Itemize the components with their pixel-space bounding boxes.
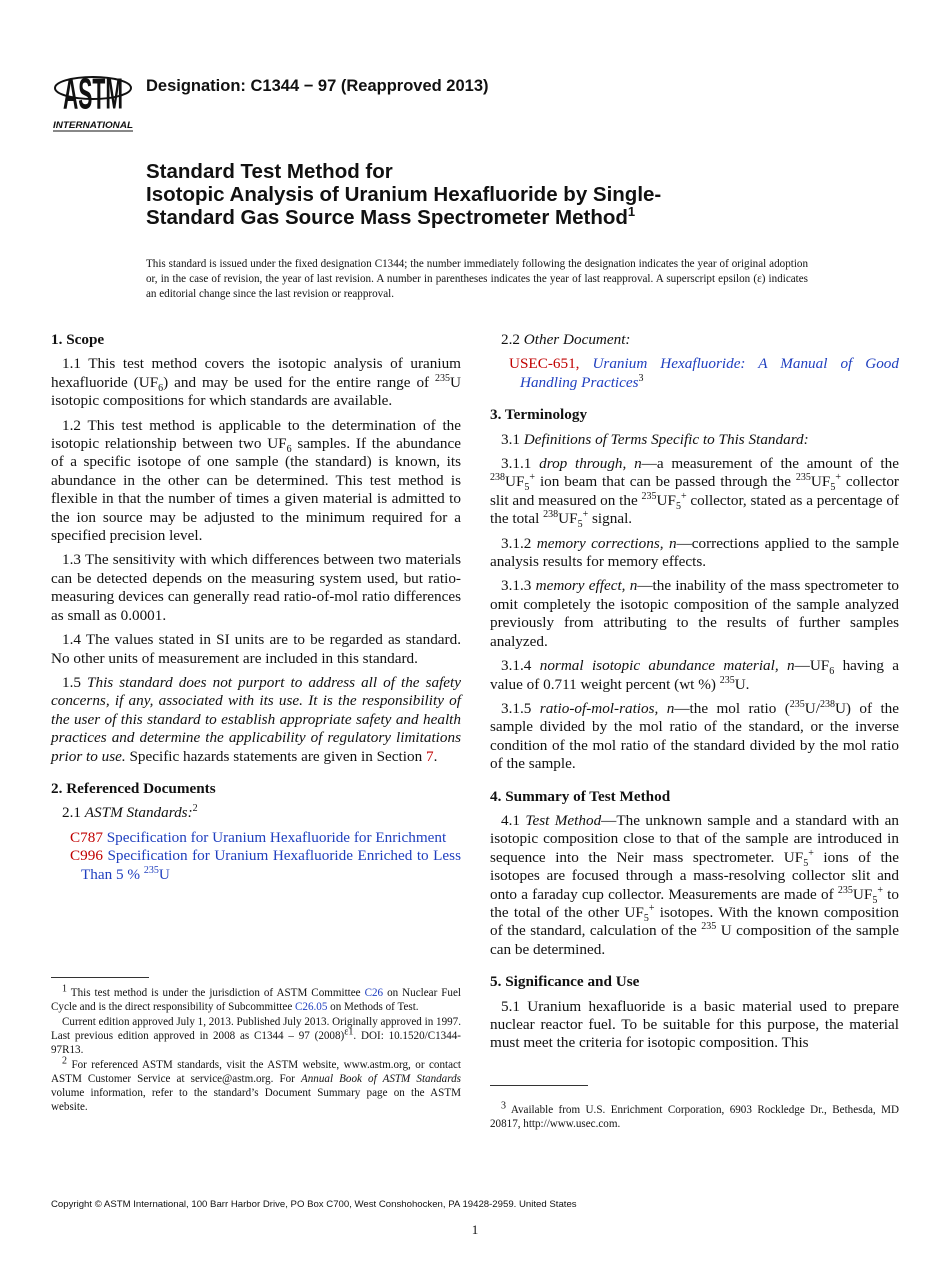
document-link[interactable]: 7 bbox=[425, 747, 434, 765]
paragraph bbox=[490, 998, 899, 1053]
footnote bbox=[51, 1015, 461, 1057]
title-text: Standard Gas Source Mass Spectrometer Method bbox=[146, 206, 628, 229]
document-link[interactable]: Specification for Uranium Hexafluoride Enriched to Less Than 5 % bbox=[81, 847, 461, 883]
subscript: 5 bbox=[830, 482, 836, 494]
reference-item bbox=[51, 847, 461, 884]
text-segment: 3.1 bbox=[501, 430, 524, 448]
paragraph bbox=[51, 674, 461, 766]
title-line bbox=[146, 206, 866, 229]
superscript: 235 bbox=[719, 674, 735, 686]
paragraph bbox=[51, 631, 461, 668]
superscript: 235 bbox=[789, 698, 805, 710]
text-segment: UF bbox=[558, 510, 578, 528]
paragraph bbox=[51, 551, 461, 625]
text-segment: drop through, n bbox=[539, 455, 642, 473]
text-segment: 2. Referenced Documents bbox=[51, 779, 216, 797]
text-segment: ASTM Standards: bbox=[84, 804, 193, 822]
text-segment: collector, stated as a percentage of the total bbox=[490, 491, 900, 528]
text-segment: —the mol ratio ( bbox=[674, 699, 790, 717]
text-segment: 1.4 The values stated in SI units are to be regarded as standard. No other units of measurement are included in this standard. bbox=[51, 631, 461, 667]
text-segment: ions of the isotopes are focused through a mass-resolving collector slit and onto a faraday cup collector. Measurements are made of bbox=[490, 848, 899, 903]
superscript: + bbox=[648, 902, 655, 914]
text-segment: 4.1 bbox=[501, 811, 526, 829]
superscript: 3 bbox=[501, 1100, 506, 1112]
superscript: ε1 bbox=[344, 1026, 354, 1038]
paragraph bbox=[490, 331, 899, 349]
subscript: 6 bbox=[829, 666, 835, 678]
subscript: 5 bbox=[524, 482, 530, 494]
text-segment: to the total of the other UF bbox=[490, 885, 899, 921]
paragraph bbox=[490, 700, 899, 774]
text-segment: isotopes. With the known composition of the standard, calculation of the bbox=[490, 903, 899, 940]
text-segment: This standard does not purport to address all of the safety concerns, if any, associated with its use. It is the responsibility of the user of this standard to establish appropriate safety and health practices and determine the applicability of regulatory limitations prior to use. bbox=[51, 673, 462, 765]
text-segment: 5. Significance and Use bbox=[490, 973, 640, 991]
section-heading bbox=[490, 788, 899, 806]
text-segment: 1.5 bbox=[62, 673, 88, 691]
text-segment: U/ bbox=[804, 699, 820, 717]
section-heading bbox=[51, 331, 461, 349]
text-segment: 1. Scope bbox=[51, 331, 105, 348]
superscript: 2 bbox=[62, 1055, 67, 1067]
text-segment: U) of the sample divided by the mol ratio of the standard, or the inverse condition of the mol ratio of the standard divided by the mol ratio of the sample. bbox=[490, 699, 899, 773]
superscript: + bbox=[808, 847, 814, 859]
svg-text:ASTM: ASTM bbox=[63, 68, 123, 119]
text-segment: signal. bbox=[588, 510, 633, 528]
text-segment: This test method is under the jurisdiction of ASTM Committee bbox=[67, 987, 365, 999]
text-segment: —a measurement of the amount of the bbox=[641, 455, 899, 473]
astm-logo bbox=[52, 58, 134, 132]
document-title bbox=[146, 160, 866, 229]
text-segment: collector slit and measured on the bbox=[490, 473, 899, 509]
text-segment: 4. Summary of Test Method bbox=[490, 787, 671, 805]
document-link[interactable]: C787 bbox=[70, 828, 103, 846]
text-segment: 3. Terminology bbox=[490, 406, 588, 424]
page-number: 1 bbox=[471, 1222, 479, 1237]
text-segment: UF bbox=[810, 473, 831, 491]
right-column bbox=[490, 331, 899, 1059]
designation: Designation: C1344 − 97 (Reapproved 2013) bbox=[146, 77, 489, 95]
text-segment: ) and may be used for the entire range of bbox=[163, 373, 436, 391]
text-segment: 1.1 This test method covers the isotopic analysis of uranium hexafluoride (UF bbox=[51, 355, 461, 391]
text-segment: 3.1.5 bbox=[501, 699, 540, 717]
standard-notice: This standard is issued under the fixed designation C1344; the number immediately following the designation indicates the year of original adoption or, in the case of revision, the year of last revision. A number in parentheses indicates the year of last reapproval. A superscript epsilon (ε) indicates an editorial change since the last revision or reapproval. bbox=[146, 258, 808, 300]
paragraph bbox=[490, 577, 899, 651]
text-segment: 1.2 This test method is applicable to the determination of the isotopic relationship between two UF bbox=[51, 416, 461, 453]
footnote bbox=[51, 1055, 461, 1114]
document-link[interactable]: C996 bbox=[70, 847, 103, 865]
text-segment: . DOI: 10.1520/C1344-97R13. bbox=[51, 1030, 461, 1056]
superscript: + bbox=[877, 884, 883, 896]
subscript: 5 bbox=[577, 519, 583, 531]
superscript: 235 bbox=[641, 490, 657, 502]
title-line: Isotopic Analysis of Uranium Hexafluoride by Single- bbox=[146, 183, 662, 206]
paragraph bbox=[490, 535, 899, 572]
copyright: Copyright © ASTM International, 100 Barr Harbor Drive, PO Box C700, West Conshohocken, PA 19428-2959. United States bbox=[51, 1199, 577, 1210]
paragraph bbox=[490, 431, 899, 449]
footnotes-right bbox=[490, 1100, 899, 1132]
section-heading bbox=[51, 780, 461, 798]
text-segment: 1.3 The sensitivity with which differences between two materials can be detected depends on the measuring system used, but ratio-measuring devices can generally read ratio-of-mol ratio differences as small as 0.0001. bbox=[51, 551, 461, 624]
footnote-divider bbox=[51, 977, 149, 978]
text-segment: Test Method bbox=[525, 811, 602, 829]
subscript: 5 bbox=[872, 894, 878, 906]
section-heading bbox=[490, 973, 899, 991]
text-segment: UF bbox=[656, 491, 676, 509]
superscript: + bbox=[835, 472, 841, 484]
text-segment: ion beam that can be passed through the bbox=[535, 473, 796, 491]
text-segment: 2.2 bbox=[501, 331, 524, 348]
paragraph bbox=[490, 812, 899, 959]
text-segment: Annual Book of ASTM Standards bbox=[300, 1073, 461, 1085]
footnote bbox=[51, 983, 461, 1014]
superscript: + bbox=[680, 490, 687, 502]
subscript: 5 bbox=[643, 913, 649, 924]
text-segment: 3.1.1 bbox=[501, 455, 540, 473]
superscript: 238 bbox=[490, 472, 505, 484]
superscript: 235 bbox=[435, 372, 451, 384]
text-segment: memory corrections, n bbox=[536, 534, 677, 552]
text-segment: U composition of the sample can be determined. bbox=[490, 922, 899, 958]
subscript: 6 bbox=[158, 382, 164, 394]
document-link[interactable]: C26 bbox=[364, 987, 384, 999]
text-segment: on Nuclear Fuel Cycle and is the direct responsibility of Subcommittee bbox=[51, 987, 461, 1013]
text-segment: Specific hazards statements are given in Section bbox=[125, 747, 426, 765]
superscript: 235 bbox=[837, 884, 853, 896]
text-segment: memory effect, n bbox=[535, 577, 638, 595]
document-link[interactable]: 235 bbox=[143, 864, 159, 876]
text-segment: samples. If the abundance of a specific isotope of one sample (the standard) is known, its abundance in the other can be determined. This test method is flexible in that the number of times a given material is admitted to the ion source may be adjusted to the minimum required for a specified precision level. bbox=[51, 435, 462, 545]
text-segment: 2.1 bbox=[62, 804, 85, 822]
subscript: 5 bbox=[803, 857, 809, 869]
document-link[interactable]: C26.05 bbox=[295, 1001, 328, 1013]
title-footnote-ref[interactable]: 1 bbox=[627, 204, 636, 220]
paragraph bbox=[51, 804, 461, 822]
superscript: 2 bbox=[192, 803, 198, 815]
text-segment: . bbox=[433, 747, 438, 765]
footnotes-left bbox=[51, 983, 461, 1115]
text-segment: Other Document: bbox=[523, 331, 631, 348]
superscript: 238 bbox=[543, 509, 559, 521]
text-segment: 3.1.3 bbox=[501, 577, 536, 595]
footnote-divider bbox=[490, 1085, 588, 1086]
document-link[interactable]: U bbox=[158, 865, 170, 883]
superscript: 1 bbox=[62, 983, 67, 995]
document-link[interactable]: Uranium Hexafluoride: A Manual of Good Handling Practices bbox=[520, 355, 899, 391]
text-segment: Available from U.S. Enrichment Corporation, 6903 Rockledge Dr., Bethesda, MD 20817, http://www.usec.com. bbox=[490, 1104, 899, 1130]
paragraph bbox=[51, 417, 461, 546]
section-heading bbox=[490, 406, 899, 424]
text-segment: Current edition approved July 1, 2013. Published July 2013. Originally approved in 1997. Last previous edition approved in 2008 as C1344 – 97 (2008) bbox=[51, 1016, 461, 1042]
reference-item bbox=[51, 829, 461, 847]
text-segment: —UF bbox=[794, 657, 830, 675]
text-segment: ratio-of-mol-ratios, n bbox=[539, 699, 675, 717]
text-segment: —the inability of the mass spectrometer to omit completely the isotopic composition of the sample analyzed previously from attributing to the results of further samples analyzed. bbox=[490, 577, 900, 650]
svg-text:INTERNATIONAL: INTERNATIONAL bbox=[53, 120, 134, 131]
text-segment: volume information, refer to the standard’s Document Summary page on the ASTM website. bbox=[51, 1087, 461, 1113]
superscript: 235 bbox=[795, 472, 811, 484]
text-segment: normal isotopic abundance material, n bbox=[539, 657, 795, 675]
subscript: 6 bbox=[286, 444, 292, 456]
document-link[interactable]: USEC-651, bbox=[509, 355, 580, 373]
title-line: Standard Test Method for bbox=[146, 160, 393, 183]
left-column bbox=[51, 331, 461, 884]
superscript: + bbox=[582, 509, 589, 521]
text-segment: 3.1.2 bbox=[501, 534, 537, 552]
text-segment: UF bbox=[852, 885, 873, 903]
text-segment: For referenced ASTM standards, visit the ASTM website, www.astm.org, or contact ASTM Customer Service at service@astm.org. For bbox=[51, 1059, 461, 1085]
text-segment: U isotopic compositions for which standards are available. bbox=[51, 373, 461, 410]
text-segment: Definitions of Terms Specific to This Standard: bbox=[523, 430, 809, 448]
text-segment: having a value of 0.711 weight percent (wt %) bbox=[490, 657, 900, 693]
superscript: 3 bbox=[638, 372, 644, 384]
text-segment: 3.1.4 bbox=[501, 657, 540, 675]
footnote bbox=[490, 1100, 899, 1131]
paragraph bbox=[490, 657, 899, 694]
reference-item bbox=[490, 355, 899, 392]
document-link[interactable]: Specification for Uranium Hexafluoride for Enrichment bbox=[102, 828, 447, 846]
subscript: 5 bbox=[675, 500, 681, 512]
paragraph bbox=[490, 455, 899, 529]
text-segment: on Methods of Test. bbox=[327, 1001, 419, 1013]
superscript: 235 bbox=[701, 921, 717, 933]
text-segment: U. bbox=[734, 675, 750, 693]
text-segment: 5.1 Uranium hexafluoride is a basic material used to prepare nuclear reactor fuel. To be suitable for this purpose, the material must meet the criteria for isotopic composition. This bbox=[490, 997, 899, 1052]
text-segment: —The unknown sample and a standard with an isotopic composition close to that of the sample are introduced in sequence into the Neir mass spectrometer. UF bbox=[490, 811, 899, 866]
paragraph bbox=[51, 355, 461, 410]
text-segment: UF bbox=[505, 473, 525, 491]
text-segment: —corrections applied to the sample analysis results for memory effects. bbox=[490, 534, 899, 571]
superscript: + bbox=[529, 472, 536, 484]
superscript: 238 bbox=[819, 698, 835, 710]
